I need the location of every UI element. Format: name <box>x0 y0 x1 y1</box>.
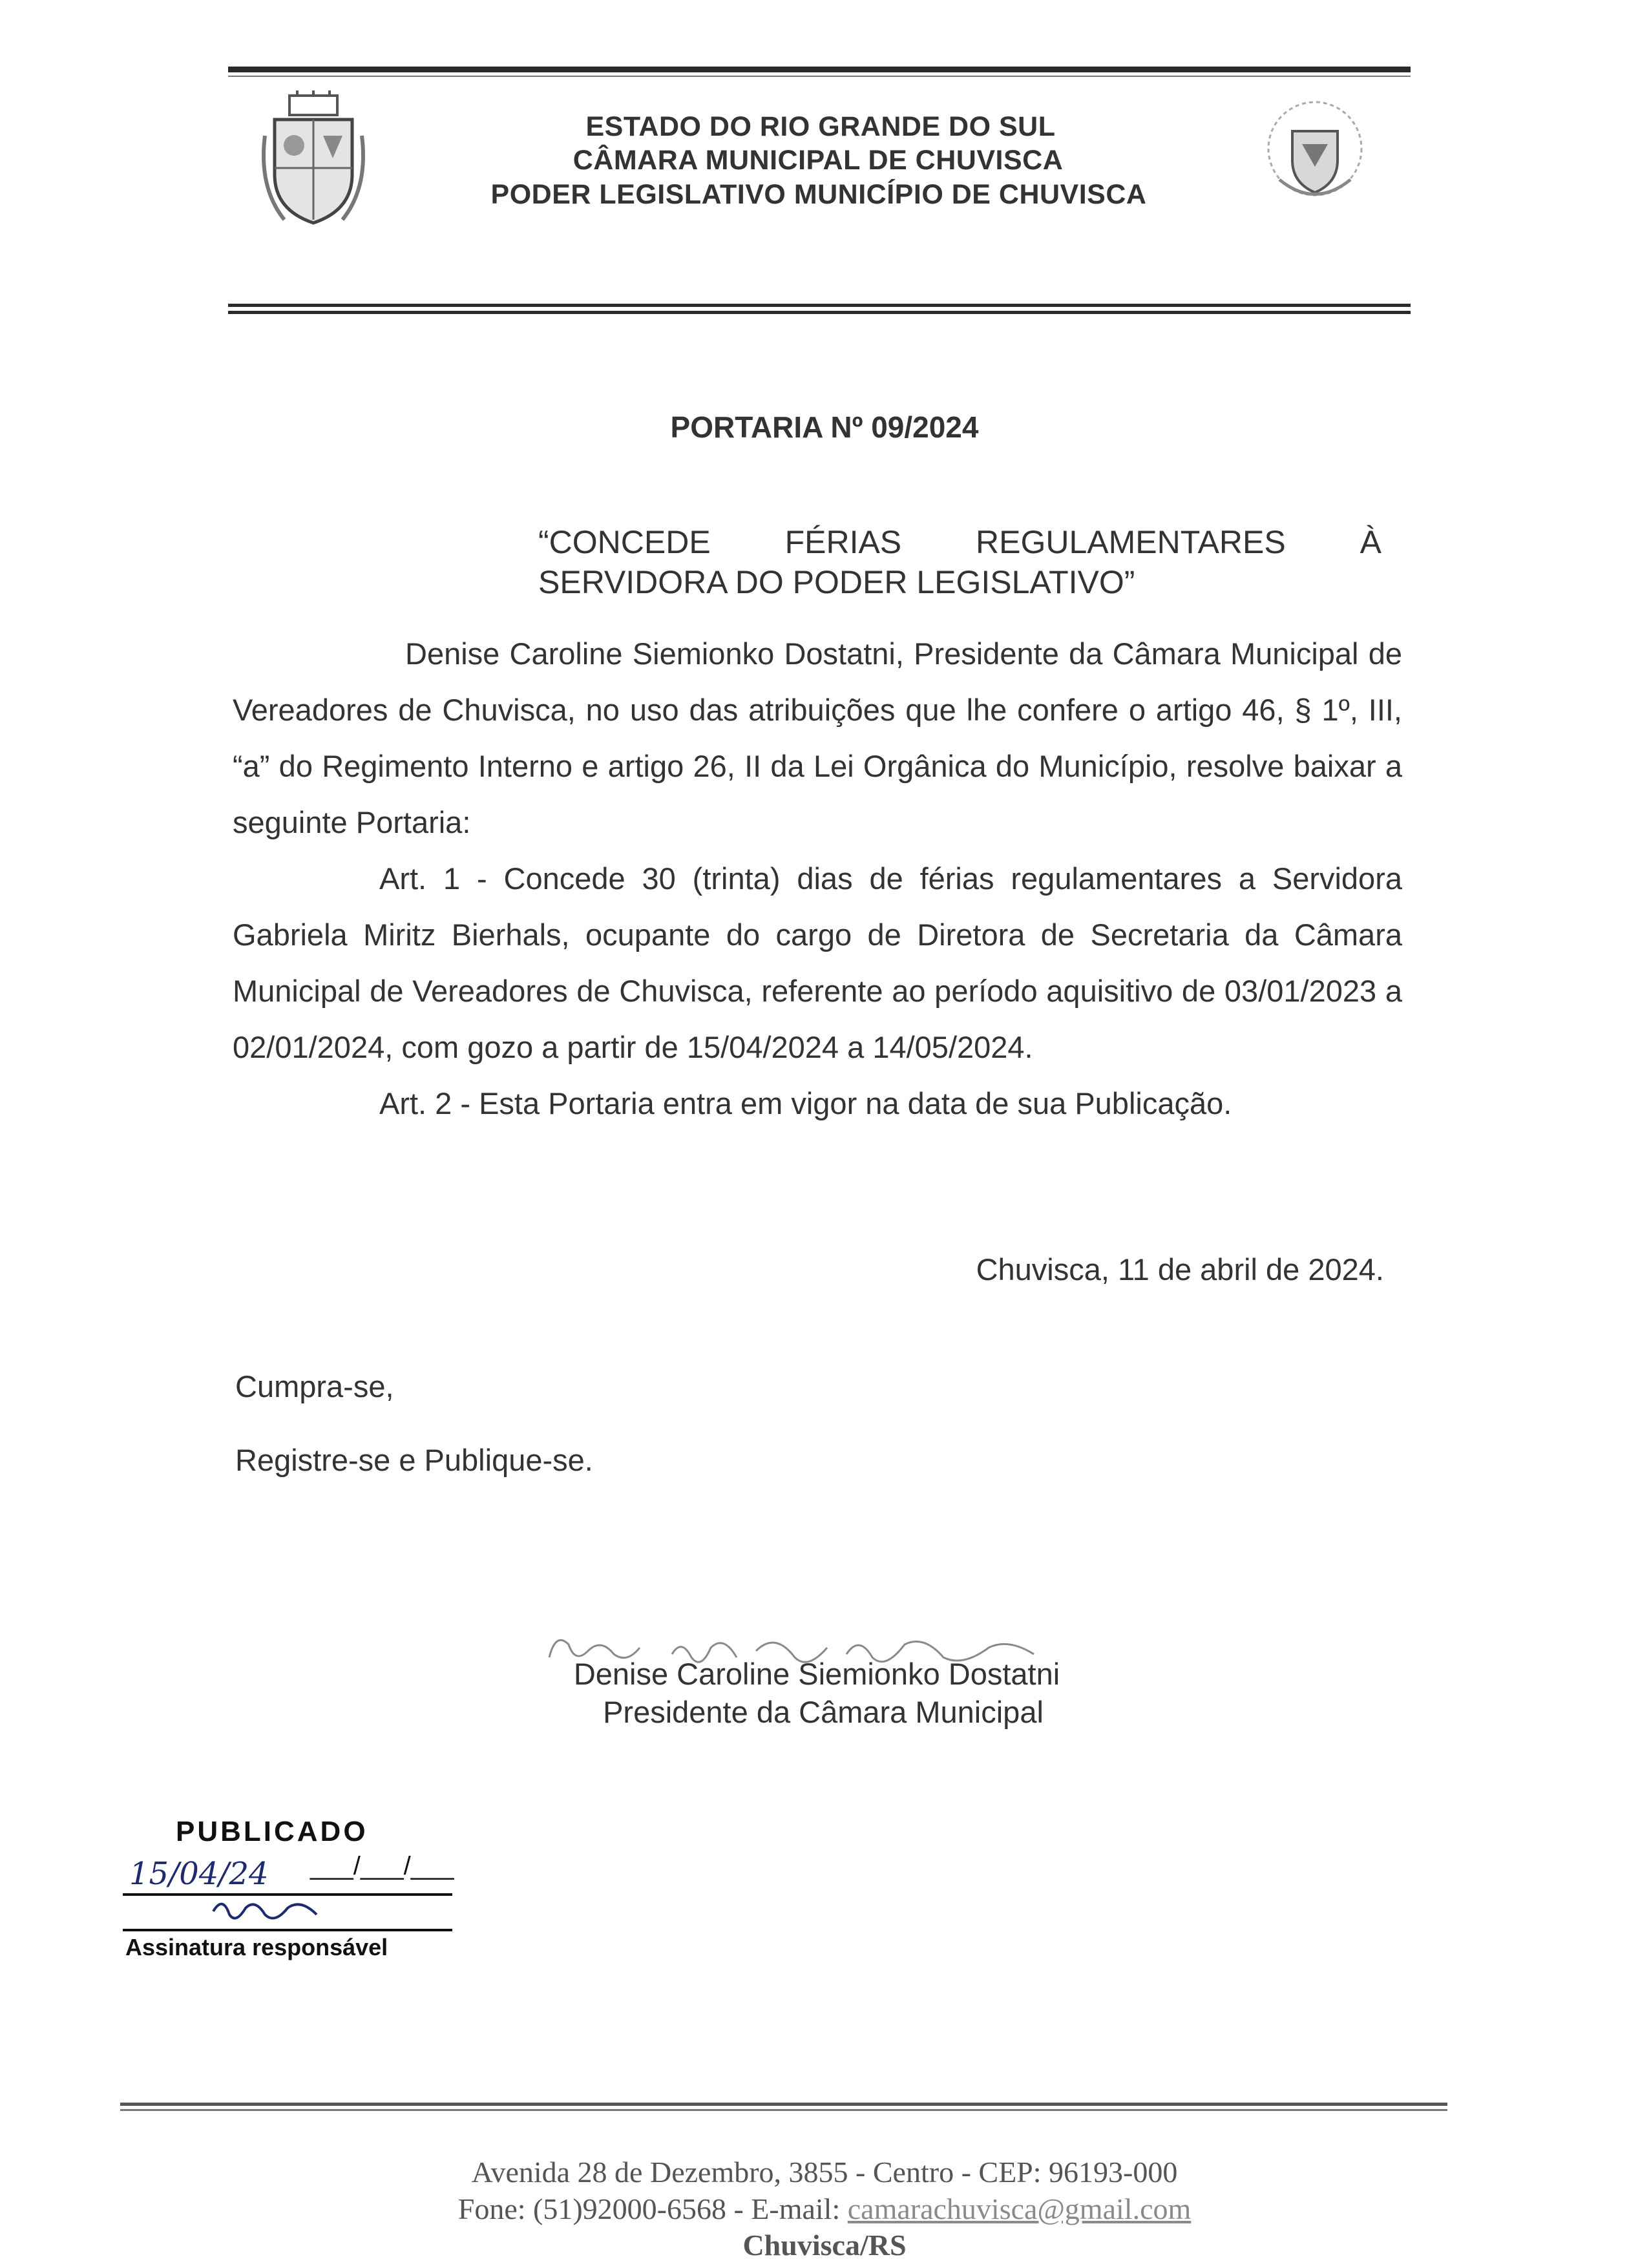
closing-cumpra-se: Cumpra-se, <box>235 1369 394 1403</box>
footer-phone: Fone: (51)92000-6568 - E-mail: <box>457 2192 848 2225</box>
signatory-role: Presidente da Câmara Municipal <box>603 1695 1044 1729</box>
header-bottom-rule-2 <box>228 311 1411 314</box>
seal-right-icon <box>1260 96 1370 209</box>
ementa-word-2: FÉRIAS <box>784 524 902 560</box>
footer-address: Avenida 28 de Dezembro, 3855 - Centro - CEP: 96193-000 <box>471 2156 1178 2189</box>
header-state: ESTADO DO RIO GRANDE DO SUL <box>585 111 1056 142</box>
header-legislative-power: PODER LEGISLATIVO MUNICÍPIO DE CHUVISCA <box>490 179 1147 210</box>
stamp-blank-date: ___/___/___ <box>310 1852 454 1880</box>
date-place: Chuvisca, 11 de abril de 2024. <box>976 1252 1384 1286</box>
document-body <box>233 625 1402 1131</box>
article-1: Art. 1 - Concede 30 (trinta) dias de férias regulamentares a Servidora Gabriela Miritz Bierhals, ocupante do cargo de Diretora de Secretaria da Câmara Municipal de Vereadores de Chuvisca, referente ao período aquisitivo de 03/01/2023 a 02/01/2024, com gozo a partir de 15/04/2024 a 14/05/2024. <box>233 861 1402 1064</box>
ementa-word-1: “CONCEDE <box>538 524 711 560</box>
header-bottom-rule <box>228 304 1411 307</box>
footer-rule-2 <box>120 2109 1447 2111</box>
publication-stamp <box>123 1816 459 1964</box>
footer-city: Chuvisca/RS <box>742 2229 907 2262</box>
document-title: PORTARIA Nº 09/2024 <box>670 410 979 444</box>
header-top-rule-thin <box>228 76 1411 77</box>
ementa-word-4: À <box>1360 524 1381 560</box>
stamp-date: 15/04/24 <box>129 1856 269 1892</box>
ementa-line-2: SERVIDORA DO PODER LEGISLATIVO” <box>538 564 1135 600</box>
preamble: Denise Caroline Siemionko Dostatni, Presidente da Câmara Municipal de Vereadores de Chuvisca, no uso das atribuições que lhe confere o artigo 46, § 1º, III, “a” do Regimento Interno e artigo 26, II da Lei Orgânica do Município, resolve baixar a seguinte Portaria: <box>233 636 1402 839</box>
footer-rule <box>120 2103 1447 2106</box>
footer-contact <box>0 2192 1649 2226</box>
ementa-word-3: REGULAMENTARES <box>976 524 1286 560</box>
ementa-line-1 <box>538 522 1381 562</box>
stamp-initials-icon <box>207 1892 336 1927</box>
signatory-name: Denise Caroline Siemionko Dostatni <box>573 1657 1060 1691</box>
stamp-label: PUBLICADO <box>176 1816 368 1847</box>
header-chamber: CÂMARA MUNICIPAL DE CHUVISCA <box>572 145 1064 176</box>
footer-email-link[interactable]: camarachuvisca@gmail.com <box>847 2192 1192 2225</box>
stamp-signature-rule <box>123 1929 452 1931</box>
closing-registre-se: Registre-se e Publique-se. <box>235 1443 593 1477</box>
header-top-rule <box>228 67 1411 72</box>
stamp-footer: Assinatura responsável <box>125 1934 388 1960</box>
article-2: Art. 2 - Esta Portaria entra em vigor na data de sua Publicação. <box>379 1086 1232 1120</box>
ementa <box>538 522 1381 602</box>
